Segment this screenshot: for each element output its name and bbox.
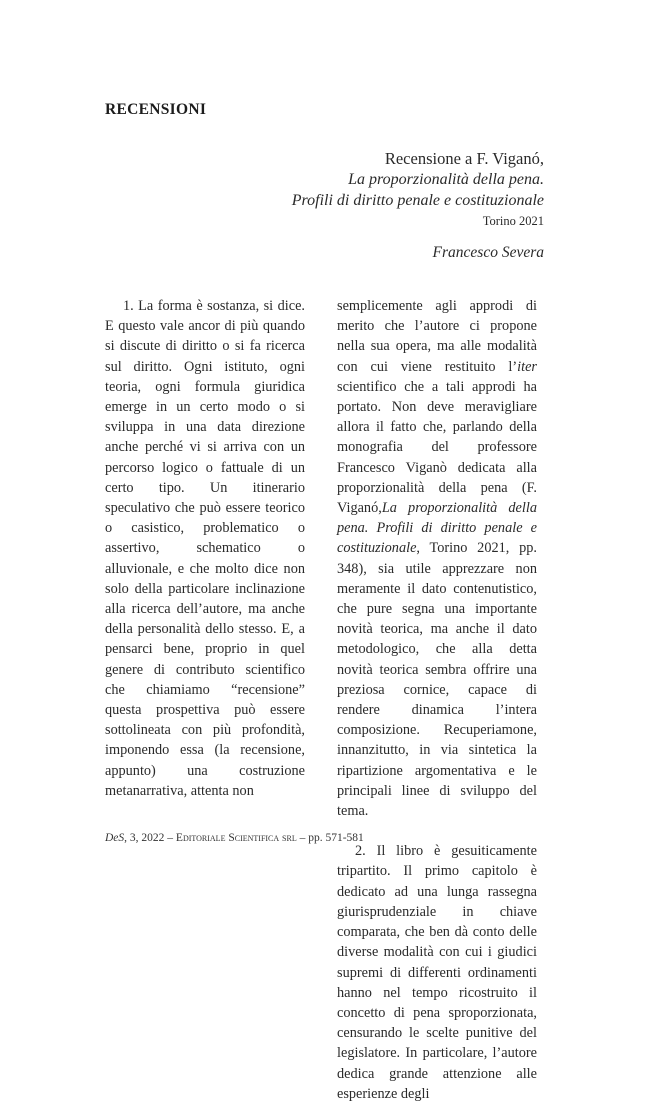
- review-title: Recensione a F. Viganó,: [384, 149, 544, 168]
- review-title-block: [292, 148, 544, 231]
- book-citation-cont: La proporzionalità della pena. Profili di diritto penale e costituzionale: [337, 500, 537, 557]
- page-footer: [105, 832, 364, 844]
- iter-term-cont: iter: [517, 358, 537, 375]
- publisher: Editoriale Scientifica srl: [175, 832, 297, 844]
- journal-name: DeS: [105, 832, 125, 844]
- place-year: Torino 2021: [482, 214, 544, 228]
- paragraph-1-continued: [337, 296, 537, 821]
- journal-issue: , 3, 2022 –: [124, 832, 176, 844]
- section-label: RECENSIONI: [105, 101, 207, 118]
- paragraph-1-text-c-cont: , Torino 2021, pp. 348), sia utile apprezzare non meramente il dato contenutistico, che pure segna una importante novità teorica, ma anche il dato metodologico, che alla detta novità teorica sembra offrire una preziosa cornice, capace di rendere dinamica l’intera composizione. Recuperiamone, innanzitutto, in via sintetica la ripartizione argomentativa e le principali linee di sviluppo del tema.: [337, 540, 537, 820]
- paragraph-2: 2. Il libro è gesuiticamente tripartito. Il primo capitolo è dedicato ad una lunga rassegna giurisprudenziale in chiave comparata, che ben dà conto delle diverse modalità con cui i giudici supremi di differenti ordinamenti hanno nel tempo ricostruito il concetto di pena sproporzionata, censurando le scelte punitive del legislatore. In particolare, l’autore dedica grande attenzione alle esperienze degli: [337, 843, 537, 1102]
- text-column-right: [337, 296, 537, 1104]
- paragraph-1-text-a: 1. La forma è sostanza, si dice. E questo vale ancor di più quando si discute di diritto o si fa ricerca sul diritto. Ogni istituto, ogni teoria, ogni formula giuridica emerge in un certo modo o si sviluppa in una data direzione anche perché vi si arriva con un percorso logico o fattuale di un certo tipo. Un itinerario speculativo che può essere teorico o casistico, problematico o assertivo, schematico o alluvionale, e che molto dice non solo della particolare inclinazione alla ricerca dell’autore, ma anche della personalità dello stesso. E, a pensarci bene, proprio in quel genere di contributo scientifico che chiamiamo “recensione” questa prospettiva può essere sottolineata con più profondità, imponendo essa (la recensione, appunto) una costruzione metanarrativa, attenta non: [105, 298, 305, 799]
- text-column-left: [105, 296, 305, 801]
- paragraph-1-text-a-cont: semplicemente agli approdi di merito che l’autore ci propone nella sua opera, ma alle modalità con cui viene restituito l’: [337, 298, 537, 375]
- author-name: Francesco Severa: [432, 244, 544, 261]
- book-title: La proporzionalità della pena.: [348, 171, 544, 188]
- paragraph-1: [105, 296, 305, 801]
- page-range: – pp. 571-581: [296, 832, 364, 844]
- paragraph-1-text-b-cont: scientifico che a tali approdi ha portato. Non deve meravigliare allora il fatto che, parlando della monografia del professore Francesco Viganò dedicata alla proporzionalità della pena (F. Viganó,: [337, 378, 537, 517]
- book-subtitle: Profili di diritto penale e costituzionale: [291, 192, 544, 209]
